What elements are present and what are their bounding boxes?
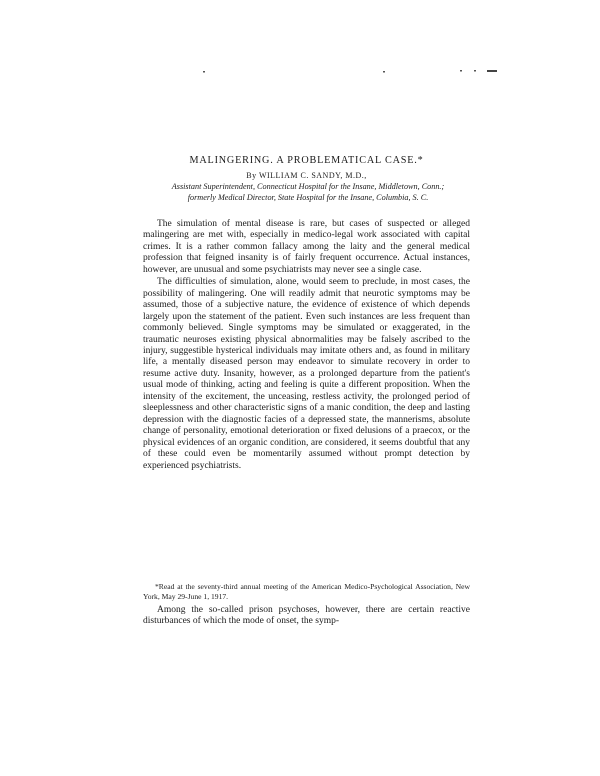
scan-speck — [383, 71, 385, 73]
scan-speck — [460, 70, 462, 72]
author-byline: By WILLIAM C. SANDY, M.D., — [246, 171, 367, 180]
footnote-text: *Read at the seventy-third annual meeting of the American Medico-Psychological Association, New York, May 29-June 1, 1917. — [143, 582, 470, 601]
author-affiliation: Assistant Superintendent, Connecticut Hospital for the Insane, Middletown, Conn.; formerly Medical Director, State Hospital for the Insane, Columbia, S. C. — [171, 182, 445, 202]
article-body — [143, 219, 470, 473]
scan-specks — [0, 0, 600, 100]
body-paragraph: Among the so-called prison psychoses, however, there are certain reactive disturbances of which the mode of onset, the symp- — [143, 605, 470, 627]
scan-speck — [474, 70, 476, 72]
footnote — [143, 582, 470, 602]
article-body-continued — [143, 605, 470, 628]
article-title: MALINGERING. A PROBLEMATICAL CASE.* — [189, 155, 424, 166]
body-paragraph: The simulation of mental disease is rare, but cases of suspected or alleged malingering are met with, especially in medico-legal work associated with capital crimes. It is a rather common fallacy among the laity and the general medical profession that feigned insanity is of fairly frequent occurrence. Actual instances, however, are unusual and some psychiatrists may never see a single case. — [143, 219, 470, 275]
scan-speck — [203, 71, 205, 73]
scan-speck — [487, 70, 497, 72]
body-paragraph: The difficulties of simulation, alone, would seem to preclude, in most cases, the possibility of malingering. One will readily admit that neurotic symptoms may be assumed, those of a subjective nature, the evidence of existence of which depends largely upon the statement of the patient. Even such instances are less frequent than commonly believed. Single symptoms may be simulated or exaggerated, in the traumatic neuroses existing physical abnormalities may be falsely ascribed to the injury, suggestible hysterical individuals may imitate others and, as found in military life, a mentally diseased person may endeavor to simulate recovery in order to resume active duty. Insanity, however, as a prolonged departure from the patient's usual mode of thinking, acting and feeling is quite a different proposition. When the intensity of the excitement, the unceasing, restless activity, the prolonged period of sleeplessness and other characteristic signs of a manic condition, the deep and lasting depression with the diagnostic facies of a depressed state, the mannerisms, absolute change of personality, emotional deterioration or fixed delusions of a praecox, or the physical evidences of an organic condition, are considered, it seems doubtful that any of these could even be momentarily assumed without prompt detection by experienced psychiatrists. — [143, 277, 470, 471]
